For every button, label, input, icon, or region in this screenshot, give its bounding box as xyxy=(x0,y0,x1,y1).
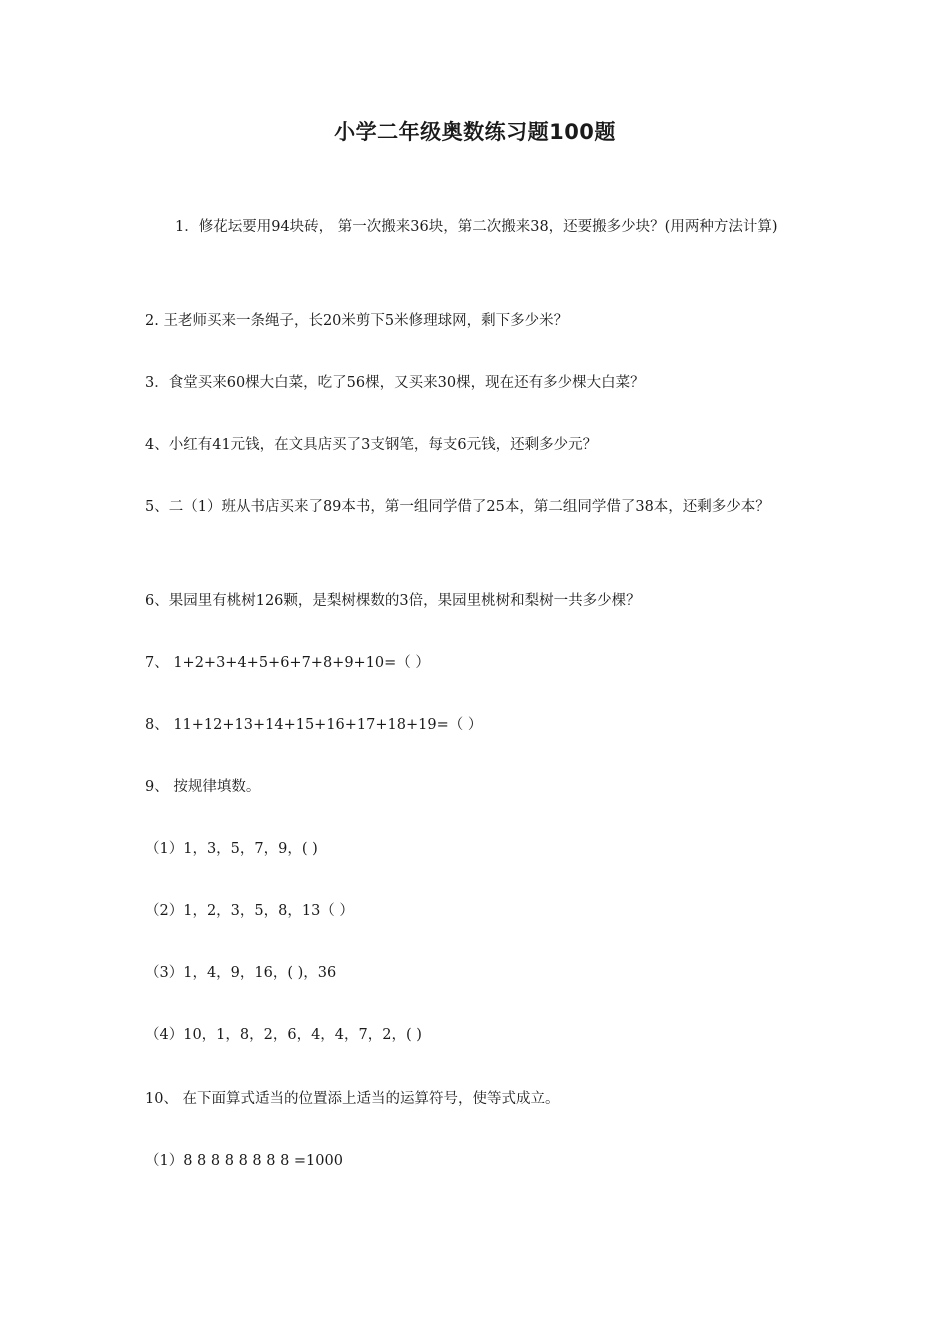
question-8: 8、 11+12+13+14+15+16+17+18+19=（ ） xyxy=(145,717,483,733)
question-7: 7、 1+2+3+4+5+6+7+8+9+10=（ ） xyxy=(145,655,430,671)
question-10-part-1: （1）8 8 8 8 8 8 8 8 =1000 xyxy=(145,1153,343,1169)
question-9-part-2: （2）1，2，3，5，8，13（ ） xyxy=(145,903,354,919)
question-4: 4、小红有41元钱，在文具店买了3支钢笔，每支6元钱，还剩多少元？ xyxy=(145,437,598,453)
question-1: 1．修花坛要用94块砖， 第一次搬来36块，第二次搬来38，还要搬多少块？(用两种方法计算) xyxy=(175,219,778,235)
question-9-part-3: （3）1，4，9，16，( )，36 xyxy=(145,965,337,981)
question-9-part-4: （4）10，1，8，2，6，4，4，7，2，( ) xyxy=(145,1027,422,1043)
question-10: 10、 在下面算式适当的位置添上适当的运算符号，使等式成立。 xyxy=(145,1091,560,1107)
page-title: 小学二年级奥数练习题100题 xyxy=(334,120,616,144)
question-3: 3．食堂买来60棵大白菜，吃了56棵，又买来30棵，现在还有多少棵大白菜？ xyxy=(145,375,645,391)
question-2: 2. 王老师买来一条绳子，长20米剪下5米修理球网，剩下多少米？ xyxy=(145,313,569,329)
question-9-part-1: （1）1，3，5，7，9，( ) xyxy=(145,841,318,857)
question-6: 6、果园里有桃树126颗，是梨树棵数的3倍，果园里桃树和梨树一共多少棵？ xyxy=(145,593,641,609)
question-5: 5、二（1）班从书店买来了89本书，第一组同学借了25本，第二组同学借了38本，还剩多少本？ xyxy=(145,499,770,515)
question-9: 9、 按规律填数。 xyxy=(145,779,261,795)
